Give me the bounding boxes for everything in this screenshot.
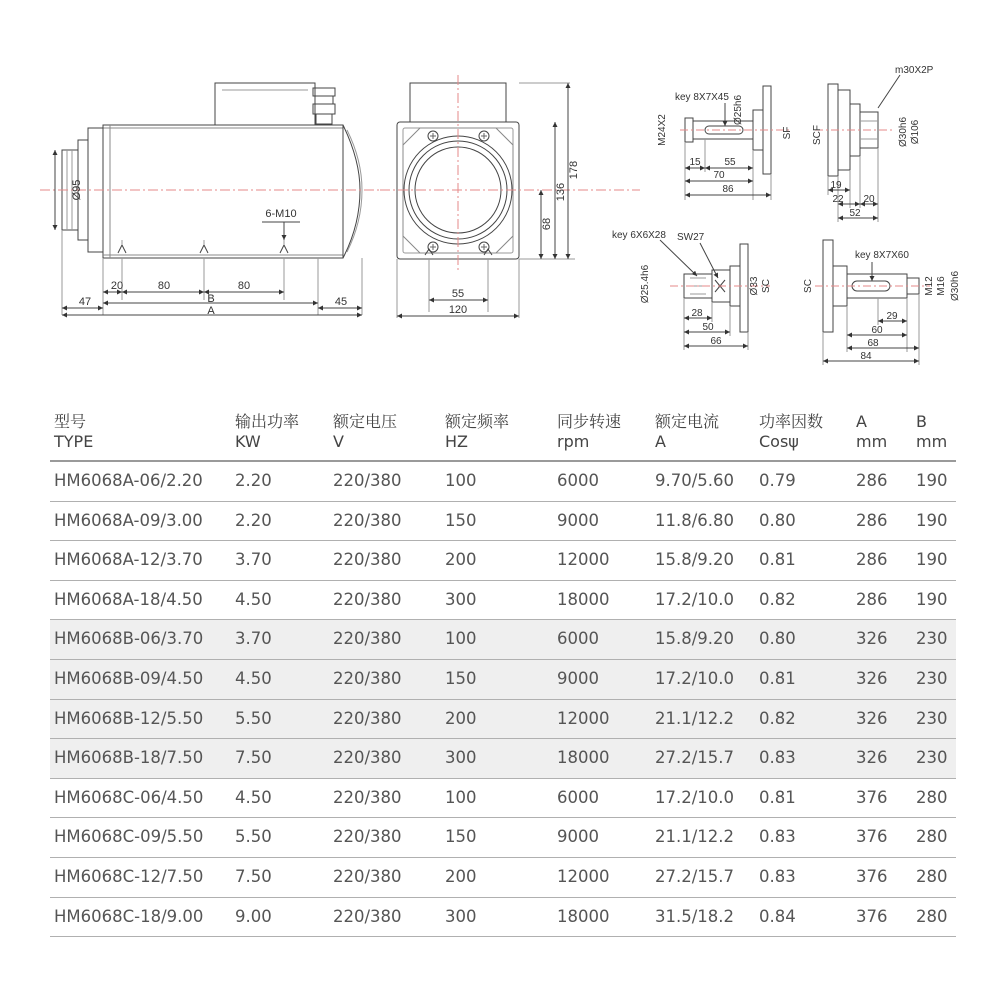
- cell-voltage: 220/380: [333, 748, 402, 768]
- scf-d20: 20: [863, 194, 875, 205]
- cell-current: 27.2/15.7: [655, 748, 735, 768]
- header-power: 输出功率 KW: [235, 412, 300, 451]
- cell-power: 7.50: [235, 748, 272, 768]
- cell-type: HM6068A-09/3.00: [54, 510, 203, 530]
- cell-current: 15.8/9.20: [655, 550, 735, 570]
- sc2-m12: M12: [924, 276, 935, 296]
- table-body: [50, 462, 956, 937]
- table-row: [50, 620, 956, 660]
- cell-b: 230: [916, 629, 948, 649]
- cell-a: 326: [856, 748, 888, 768]
- cell-type: HM6068B-18/7.50: [54, 748, 204, 768]
- cell-speed: 6000: [557, 471, 599, 490]
- cell-power: 5.50: [235, 827, 272, 847]
- scf-d30: Ø30h6: [898, 116, 909, 148]
- dim-45: 45: [334, 296, 348, 308]
- cell-frequency: 300: [445, 589, 477, 609]
- cell-speed: 18000: [557, 906, 610, 926]
- cell-speed: 6000: [557, 787, 599, 807]
- cell-a: 286: [856, 471, 888, 490]
- sc2-key: key 8X7X60: [855, 250, 909, 261]
- cell-type: HM6068B-06/3.70: [54, 629, 204, 649]
- cell-speed: 18000: [557, 748, 610, 768]
- cell-voltage: 220/380: [333, 827, 402, 847]
- side-view-drawing: [40, 83, 385, 315]
- cell-voltage: 220/380: [333, 866, 402, 886]
- header-a: A mm: [856, 412, 888, 451]
- scf-name: SCF: [812, 125, 823, 145]
- cell-b: 190: [916, 589, 948, 609]
- cell-voltage: 220/380: [333, 471, 402, 490]
- table-row: [50, 462, 956, 502]
- cell-type: HM6068B-09/4.50: [54, 668, 204, 688]
- sc2-d30: Ø30h6: [950, 270, 961, 302]
- sc1-d28: 28: [691, 308, 703, 319]
- cell-voltage: 220/380: [333, 668, 402, 688]
- cell-speed: 9000: [557, 827, 599, 847]
- scf-d106: Ø106: [910, 119, 921, 145]
- cell-power: 4.50: [235, 589, 272, 609]
- cell-voltage: 220/380: [333, 906, 402, 926]
- cell-frequency: 200: [445, 550, 477, 570]
- cell-power-factor: 0.83: [759, 827, 796, 847]
- cell-power: 3.70: [235, 550, 272, 570]
- cell-a: 376: [856, 866, 888, 886]
- cell-b: 280: [916, 827, 948, 847]
- front-view-drawing: [380, 75, 640, 318]
- cell-frequency: 300: [445, 748, 477, 768]
- cell-power-factor: 0.83: [759, 866, 796, 886]
- cell-power-factor: 0.80: [759, 510, 796, 530]
- sc1-d33: Ø33: [749, 276, 760, 296]
- header-frequency: 额定频率 HZ: [445, 412, 510, 451]
- cell-frequency: 300: [445, 906, 477, 926]
- cell-a: 376: [856, 787, 888, 807]
- cell-b: 230: [916, 668, 948, 688]
- cell-frequency: 100: [445, 471, 477, 490]
- cell-a: 326: [856, 668, 888, 688]
- cell-power-factor: 0.84: [759, 906, 796, 926]
- cell-b: 280: [916, 866, 948, 886]
- scf-d22: 22: [832, 194, 844, 205]
- cell-b: 230: [916, 748, 948, 768]
- cell-frequency: 200: [445, 866, 477, 886]
- cell-b: 280: [916, 787, 948, 807]
- cell-speed: 9000: [557, 510, 599, 530]
- sc2-d60: 60: [871, 325, 883, 336]
- sc1-d66: 66: [710, 336, 722, 347]
- cell-speed: 9000: [557, 668, 599, 688]
- sf-d15: 15: [689, 157, 701, 168]
- cell-power-factor: 0.81: [759, 787, 796, 807]
- sc2-d29: 29: [886, 311, 898, 322]
- cell-current: 15.8/9.20: [655, 629, 735, 649]
- table-row: [50, 779, 956, 819]
- table-row: [50, 660, 956, 700]
- cell-type: HM6068C-12/7.50: [54, 866, 204, 886]
- cell-power-factor: 0.82: [759, 708, 796, 728]
- cell-power: 2.20: [235, 510, 272, 530]
- sc1-sw: SW27: [677, 232, 705, 243]
- cell-power-factor: 0.81: [759, 550, 796, 570]
- table-row: [50, 898, 956, 938]
- cell-power-factor: 0.82: [759, 589, 796, 609]
- cell-frequency: 200: [445, 708, 477, 728]
- scf-d52: 52: [849, 208, 861, 219]
- cell-type: HM6068B-12/5.50: [54, 708, 204, 728]
- cell-speed: 12000: [557, 708, 610, 728]
- dim-120: 120: [448, 304, 468, 316]
- scf-d19: 19: [830, 180, 842, 191]
- header-voltage: 额定电压 V: [333, 412, 398, 451]
- sf-shaft: Ø25h6: [733, 94, 744, 126]
- cell-power: 9.00: [235, 906, 272, 926]
- sc2-d68: 68: [867, 338, 879, 349]
- dim-47: 47: [78, 296, 92, 308]
- cell-current: 17.2/10.0: [655, 668, 735, 688]
- cell-voltage: 220/380: [333, 787, 402, 807]
- table-row: [50, 581, 956, 621]
- cell-power: 3.70: [235, 629, 272, 649]
- cell-speed: 18000: [557, 589, 610, 609]
- sf-thread: M24X2: [657, 114, 668, 146]
- cell-voltage: 220/380: [333, 629, 402, 649]
- table-row: [50, 858, 956, 898]
- cell-a: 376: [856, 827, 888, 847]
- sf-d55: 55: [724, 157, 736, 168]
- dim-a: A: [207, 305, 215, 317]
- sf-d86: 86: [722, 184, 734, 195]
- cell-frequency: 100: [445, 629, 477, 649]
- cell-voltage: 220/380: [333, 708, 402, 728]
- cell-b: 190: [916, 510, 948, 530]
- header-power-factor: 功率因数 Cosψ: [759, 412, 824, 451]
- dim-d95: Ø95: [71, 179, 83, 201]
- scf-drawing: [815, 75, 900, 222]
- cell-type: HM6068A-06/2.20: [54, 471, 203, 490]
- cell-a: 326: [856, 629, 888, 649]
- header-b: B mm: [916, 412, 948, 451]
- table-row: [50, 818, 956, 858]
- cell-type: HM6068C-09/5.50: [54, 827, 204, 847]
- cell-speed: 6000: [557, 629, 599, 649]
- cell-type: HM6068A-18/4.50: [54, 589, 203, 609]
- cell-a: 286: [856, 589, 888, 609]
- scf-thread: m30X2P: [895, 65, 934, 76]
- cell-current: 17.2/10.0: [655, 787, 735, 807]
- cell-b: 190: [916, 471, 948, 490]
- cell-power-factor: 0.79: [759, 471, 796, 490]
- cell-power-factor: 0.81: [759, 668, 796, 688]
- dim-178: 178: [568, 160, 580, 180]
- cell-power: 5.50: [235, 708, 272, 728]
- dim-136: 136: [555, 182, 567, 202]
- cell-power: 7.50: [235, 866, 272, 886]
- cell-current: 9.70/5.60: [655, 471, 735, 490]
- cell-power-factor: 0.83: [759, 748, 796, 768]
- cell-power: 4.50: [235, 668, 272, 688]
- dim-68: 68: [541, 217, 553, 231]
- cell-b: 190: [916, 550, 948, 570]
- sc1-d50: 50: [702, 322, 714, 333]
- sc2-d84: 84: [860, 351, 872, 362]
- cell-type: HM6068A-12/3.70: [54, 550, 203, 570]
- cell-frequency: 150: [445, 510, 477, 530]
- cell-a: 286: [856, 510, 888, 530]
- sc1-shaft: Ø25.4h6: [640, 264, 651, 304]
- sc2-m16: M16: [936, 276, 947, 296]
- dim-b: B: [207, 293, 215, 305]
- header-type: 型号 TYPE: [54, 412, 94, 451]
- cell-b: 230: [916, 708, 948, 728]
- cell-voltage: 220/380: [333, 589, 402, 609]
- spec-table: [50, 408, 956, 937]
- cell-current: 17.2/10.0: [655, 589, 735, 609]
- cell-voltage: 220/380: [333, 550, 402, 570]
- sc2-name: SC: [803, 279, 814, 293]
- sf-d70: 70: [713, 170, 725, 181]
- cell-type: HM6068C-06/4.50: [54, 787, 204, 807]
- table-row: [50, 739, 956, 779]
- cell-b: 280: [916, 906, 948, 926]
- dim-80a: 80: [157, 280, 171, 292]
- cell-a: 326: [856, 708, 888, 728]
- header-current: 额定电流 A: [655, 412, 720, 451]
- cell-frequency: 150: [445, 827, 477, 847]
- cell-frequency: 100: [445, 787, 477, 807]
- cell-speed: 12000: [557, 866, 610, 886]
- cell-power: 4.50: [235, 787, 272, 807]
- dim-55: 55: [451, 288, 465, 300]
- cell-speed: 12000: [557, 550, 610, 570]
- cell-voltage: 220/380: [333, 510, 402, 530]
- sc1-name: SC: [761, 279, 772, 293]
- cell-current: 11.8/6.80: [655, 510, 735, 530]
- header-speed: 同步转速 rpm: [557, 412, 622, 451]
- cell-current: 21.1/12.2: [655, 708, 735, 728]
- cell-power-factor: 0.80: [759, 629, 796, 649]
- cell-current: 27.2/15.7: [655, 866, 735, 886]
- cell-current: 31.5/18.2: [655, 906, 735, 926]
- cell-power: 2.20: [235, 471, 272, 490]
- table-row: [50, 541, 956, 581]
- table-row: [50, 502, 956, 542]
- dim-6-m10: 6-M10: [265, 208, 297, 220]
- cell-frequency: 150: [445, 668, 477, 688]
- sc1-key: key 6X6X28: [612, 230, 666, 241]
- sf-key: key 8X7X45: [675, 92, 729, 103]
- sf-name: SF: [782, 126, 793, 140]
- dim-20: 20: [110, 280, 124, 292]
- cell-a: 376: [856, 906, 888, 926]
- table-header: [50, 408, 956, 462]
- cell-type: HM6068C-18/9.00: [54, 906, 204, 926]
- technical-drawings: [0, 0, 1000, 395]
- dim-80b: 80: [237, 280, 251, 292]
- cell-a: 286: [856, 550, 888, 570]
- cell-current: 21.1/12.2: [655, 827, 735, 847]
- table-row: [50, 700, 956, 740]
